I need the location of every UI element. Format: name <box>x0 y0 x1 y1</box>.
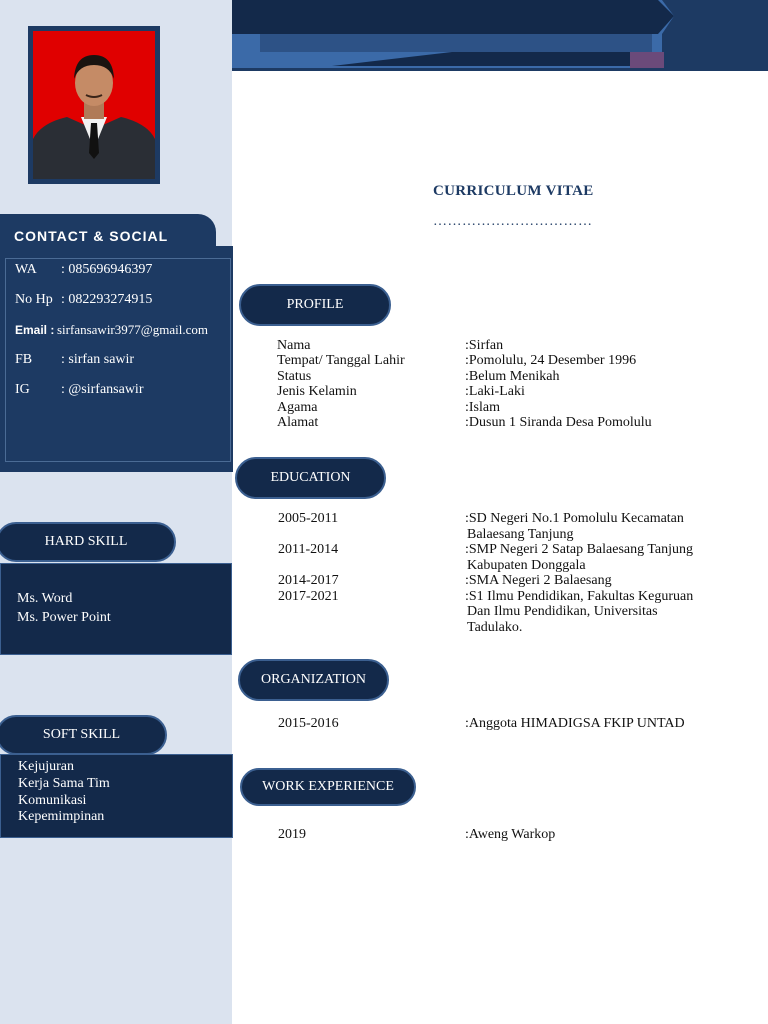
contact-label-ig: IG <box>15 382 30 397</box>
contact-label-email: Email : <box>15 323 55 337</box>
profile-label: Nama <box>277 338 311 353</box>
profile-heading: PROFILE <box>239 284 391 326</box>
organization-detail: :Anggota HIMADIGSA FKIP UNTAD <box>465 716 685 731</box>
work-detail: :Aweng Warkop <box>465 827 556 842</box>
contact-value-wa: : 085696946397 <box>61 262 153 277</box>
education-detail: :S1 Ilmu Pendidikan, Fakultas Keguruan <box>465 589 694 604</box>
profile-value: :Belum Menikah <box>465 369 560 384</box>
contact-row-hp <box>15 292 153 308</box>
contact-row-ig <box>15 382 144 398</box>
contact-value-hp: : 082293274915 <box>61 292 153 307</box>
education-heading: EDUCATION <box>235 457 386 499</box>
soft-skill-item: Kerja Sama Tim <box>18 776 110 791</box>
hard-skill-item: Ms. Word <box>17 591 73 606</box>
education-years: 2017-2021 <box>278 589 339 604</box>
hard-skill-heading: HARD SKILL <box>0 522 176 562</box>
education-years: 2014-2017 <box>278 573 339 588</box>
profile-photo <box>33 31 155 179</box>
header-banner <box>232 0 768 72</box>
education-detail: :SMA Negeri 2 Balaesang <box>465 573 612 588</box>
work-experience-heading: WORK EXPERIENCE <box>240 768 416 806</box>
contact-row-email <box>15 322 208 338</box>
page-title: CURRICULUM VITAE <box>433 183 594 199</box>
soft-skill-item: Kepemimpinan <box>18 809 105 824</box>
profile-photo-frame <box>28 26 160 184</box>
education-years: 2005-2011 <box>278 511 339 526</box>
contact-label-hp: No Hp <box>15 292 53 307</box>
work-years: 2019 <box>278 827 306 842</box>
profile-label: Alamat <box>277 415 319 430</box>
organization-years: 2015-2016 <box>278 716 339 731</box>
contact-label-fb: FB <box>15 352 33 367</box>
education-detail: Dan Ilmu Pendidikan, Universitas <box>467 604 658 619</box>
contact-value-ig: : @sirfansawir <box>61 382 144 397</box>
education-detail: Tadulako. <box>467 620 523 635</box>
profile-label: Jenis Kelamin <box>277 384 357 399</box>
title-dotted-line: …………………………… <box>433 214 593 229</box>
hard-skill-item: Ms. Power Point <box>17 610 111 625</box>
profile-value: :Islam <box>465 400 500 415</box>
contact-row-wa <box>15 262 153 278</box>
contact-row-fb <box>15 352 135 368</box>
soft-skill-item: Komunikasi <box>18 793 87 808</box>
education-detail: Kabupaten Donggala <box>467 558 586 573</box>
profile-value: :Sirfan <box>465 338 504 353</box>
profile-label: Agama <box>277 400 318 415</box>
organization-heading: ORGANIZATION <box>238 659 389 701</box>
education-years: 2011-2014 <box>278 542 339 557</box>
education-detail: :SD Negeri No.1 Pomolulu Kecamatan <box>465 511 684 526</box>
contact-value-email: sirfansawir3977@gmail.com <box>57 322 208 337</box>
education-detail: :SMP Negeri 2 Satap Balaesang Tanjung <box>465 542 694 557</box>
soft-skill-item: Kejujuran <box>18 759 74 774</box>
education-detail: Balaesang Tanjung <box>467 527 574 542</box>
profile-label: Status <box>277 369 312 384</box>
profile-value: :Laki-Laki <box>465 384 525 399</box>
contact-section-title: CONTACT & SOCIAL <box>14 228 169 244</box>
profile-value: :Pomolulu, 24 Desember 1996 <box>465 353 637 368</box>
hard-skill-box <box>0 563 232 655</box>
profile-label: Tempat/ Tanggal Lahir <box>277 353 405 368</box>
contact-label-wa: WA <box>15 262 37 277</box>
profile-value: :Dusun 1 Siranda Desa Pomolulu <box>465 415 652 430</box>
soft-skill-heading: SOFT SKILL <box>0 715 167 755</box>
contact-value-fb: : sirfan sawir <box>61 352 135 367</box>
